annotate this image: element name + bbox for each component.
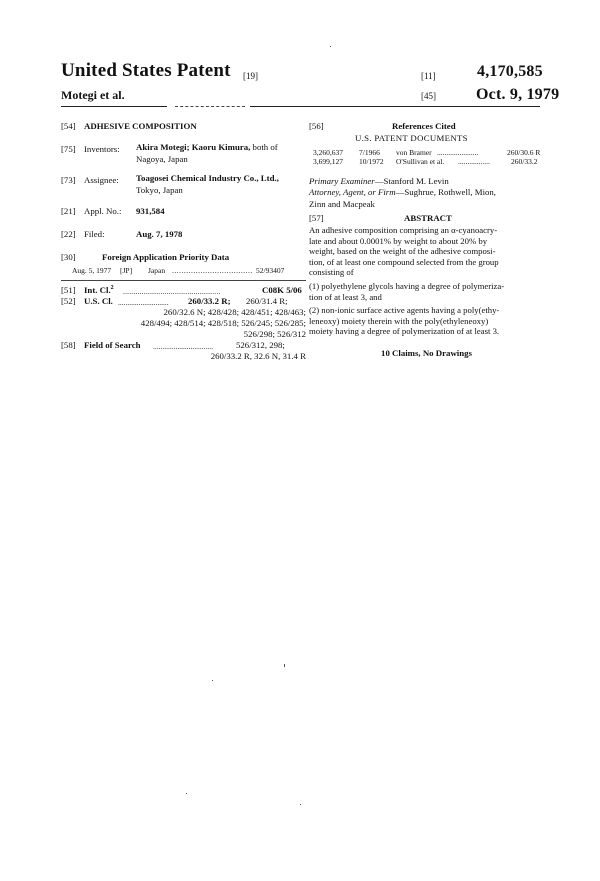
search-line1: 526/312, 298;	[236, 340, 285, 350]
refs-subheading: U.S. PATENT DOCUMENTS	[355, 133, 468, 143]
intcl-label	[84, 285, 114, 295]
priority-rule	[61, 280, 306, 281]
scan-speck	[186, 793, 187, 794]
scan-speck	[284, 664, 285, 667]
uscl-dots: ...........................	[118, 298, 169, 307]
uscl-line2: 260/32.6 N; 428/428; 428/451; 428/463;	[163, 307, 306, 317]
uscl-line1-rest: 260/31.4 R;	[246, 296, 288, 306]
examiner-label: Primary Examiner	[309, 176, 375, 186]
search-label: Field of Search	[84, 340, 141, 350]
title-code: [54]	[61, 121, 76, 131]
assignee-name: Toagosei Chemical Industry Co., Ltd.,	[136, 173, 279, 183]
ref-row	[313, 157, 543, 167]
ref-name: O'Sullivan et al.	[396, 157, 445, 166]
filed-date: Aug. 7, 1978	[136, 229, 183, 239]
search-code: [58]	[61, 340, 76, 350]
attorney-line2: Zinn and Macpeak	[309, 198, 375, 209]
scan-speck	[212, 680, 213, 681]
examiner-name: —Stanford M. Levin	[374, 176, 449, 186]
inventors-code: [75]	[61, 144, 76, 154]
ref-dots: ......................	[437, 148, 479, 157]
ref-class: 260/30.6 R	[507, 148, 541, 157]
search-line2: 260/33.2 R, 32.6 N, 31.4 R	[210, 351, 306, 361]
priority-country-code: [JP]	[120, 266, 133, 275]
appl-label: Appl. No.:	[84, 206, 122, 216]
abstract-paragraph-2	[309, 281, 544, 302]
uscl-line4: 526/298; 526/312	[243, 329, 306, 339]
abstract-line: late and about 0.0001% by weight to about 20% by	[309, 235, 488, 246]
uscl-code: [52]	[61, 296, 76, 306]
inventors-rest: both of	[252, 142, 278, 152]
invention-title: ADHESIVE COMPOSITION	[84, 121, 197, 131]
inventors-value	[136, 142, 306, 165]
search-dots: ................................	[153, 342, 213, 351]
ref-date: 7/1966	[359, 148, 380, 157]
intcl-value: C08K 5/06	[262, 285, 302, 295]
header-rule-right	[250, 106, 540, 107]
abstract-code: [57]	[309, 213, 324, 223]
type-code: [19]	[243, 71, 258, 81]
assignee-code: [73]	[61, 175, 76, 185]
inventor-names: Akira Motegi; Kaoru Kimura,	[136, 142, 251, 152]
ref-date: 10/1972	[359, 157, 384, 166]
attorney-label: Attorney, Agent, or Firm	[309, 187, 396, 197]
abstract-heading: ABSTRACT	[404, 213, 452, 223]
inventors-label: Inventors:	[84, 144, 120, 154]
scan-speck	[300, 804, 301, 805]
filed-code: [22]	[61, 229, 76, 239]
ref-class: 260/33.2	[511, 157, 538, 166]
priority-country: Japan	[148, 266, 166, 275]
appl-code: [21]	[61, 206, 76, 216]
uscl-label: U.S. Cl.	[84, 296, 113, 306]
abstract-line: (2) non-ionic surface active agents having a poly(ethy-	[309, 305, 500, 315]
abstract-line: An adhesive composition comprising an α-cyanoacry-	[309, 225, 498, 235]
abstract-paragraph-1	[309, 225, 544, 278]
uscl-line3: 428/494; 428/514; 428/518; 526/245; 526/285;	[140, 318, 306, 328]
patent-number: 4,170,585	[477, 63, 543, 80]
issue-date: Oct. 9, 1979	[476, 86, 560, 103]
scan-speck	[330, 46, 331, 47]
ref-number: 3,260,637	[313, 148, 343, 157]
abstract-line: tion, of at least one compound selected from the group	[309, 256, 499, 267]
abstract-line: leneoxy) moiety therein with the poly(ethyleneoxy)	[309, 315, 489, 326]
assignee-location: Tokyo, Japan	[136, 184, 183, 195]
header-rule-left	[61, 106, 167, 107]
ref-name: von Bramer	[396, 148, 432, 157]
priority-heading: Foreign Application Priority Data	[102, 252, 230, 262]
abstract-line: (1) polyethylene glycols having a degree of polymeriza-	[309, 281, 505, 291]
priority-code: [30]	[61, 252, 76, 262]
patent-no-code: [11]	[421, 71, 436, 81]
intcl-dots: ...............................................	[123, 287, 221, 296]
intcl-sup: 2	[110, 285, 114, 292]
abstract-paragraph-3	[309, 305, 544, 337]
filed-label: Filed:	[84, 229, 105, 239]
abstract-line: consisting of	[309, 267, 354, 278]
priority-dots: ..................................	[172, 266, 253, 275]
attorney-line1: —Sughrue, Rothwell, Mion,	[395, 187, 497, 197]
claims-summary: 10 Claims, No Drawings	[381, 348, 472, 358]
abstract-line: tion of at least 3, and	[309, 291, 382, 302]
intcl-code: [51]	[61, 285, 76, 295]
refs-heading: References Cited	[392, 121, 456, 131]
ref-number: 3,699,127	[313, 157, 343, 166]
attorney	[309, 187, 544, 210]
intcl-label-text: Int. Cl.	[84, 285, 111, 295]
assignee-label: Assignee:	[84, 175, 119, 185]
assignee-value	[136, 173, 306, 196]
header-rule-dashed	[175, 106, 245, 107]
refs-code: [56]	[309, 121, 324, 131]
priority-date: Aug. 5, 1977	[72, 266, 112, 275]
priority-number: 52/93407	[256, 266, 285, 275]
abstract-line: weight, based on the weight of the adhesive composi-	[309, 246, 496, 257]
ref-dots: .................	[458, 157, 490, 166]
appl-number: 931,584	[136, 206, 165, 216]
abstract-line: moiety having a degree of polymerization of at least 3.	[309, 326, 500, 337]
date-code: [45]	[421, 91, 436, 101]
inventors-short: Motegi et al.	[61, 88, 125, 102]
uscl-value: 260/33.2 R;	[188, 296, 231, 306]
patent-type: United States Patent	[61, 60, 231, 81]
inventors-location: Nagoya, Japan	[136, 153, 188, 164]
primary-examiner	[309, 176, 544, 188]
